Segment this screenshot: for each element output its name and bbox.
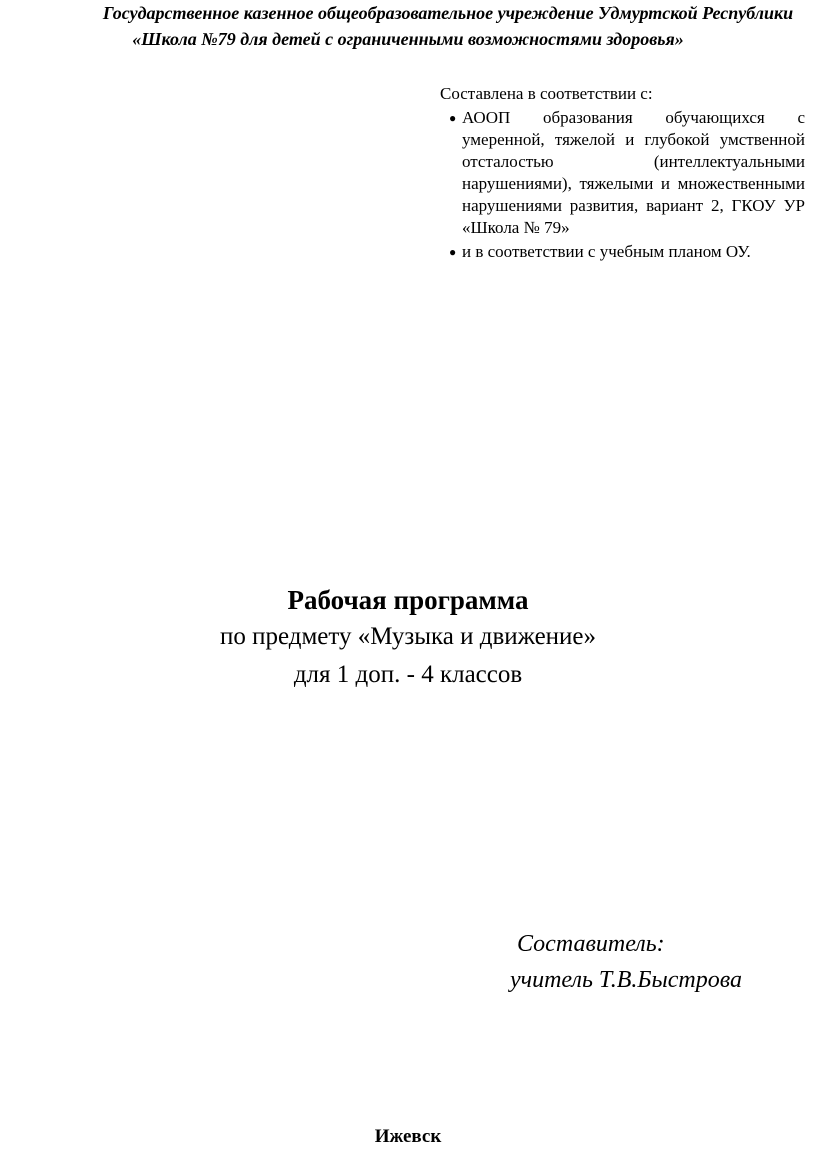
list-item <box>440 107 805 239</box>
institution-name-line2: «Школа №79 для детей с ограниченными возможностями здоровья» <box>132 29 684 49</box>
list-item <box>440 241 805 263</box>
program-subject: по предмету «Музыка и движение» <box>219 623 597 650</box>
city-name: Ижевск <box>374 1126 442 1147</box>
list-item-text: и в соответствии с учебным планом ОУ. <box>462 242 751 261</box>
compliance-block <box>440 83 805 263</box>
bullet-icon: ● <box>449 245 457 259</box>
list-item-text: АООП образования обучающихся с умеренной, тяжелой и глубокой умственной отсталостью (интеллектуальными нарушениями), тяжелыми и множественными нарушениями развития, вариант 2, ГКОУ УР «Школа № 79» <box>462 108 805 237</box>
bullet-icon: ● <box>449 111 457 125</box>
program-classes: для 1 доп. - 4 классов <box>293 661 523 688</box>
author-name: учитель Т.В.Быстрова <box>510 967 743 993</box>
author-block <box>510 926 742 998</box>
institution-name-line1: Государственное казенное общеобразовательное учреждение Удмуртской Республики <box>102 3 794 23</box>
compliance-intro: Составлена в соответствии с: <box>440 84 653 103</box>
compliance-list <box>440 107 805 263</box>
author-role: Составитель: <box>517 931 665 957</box>
page-title: Рабочая программа <box>287 585 529 615</box>
